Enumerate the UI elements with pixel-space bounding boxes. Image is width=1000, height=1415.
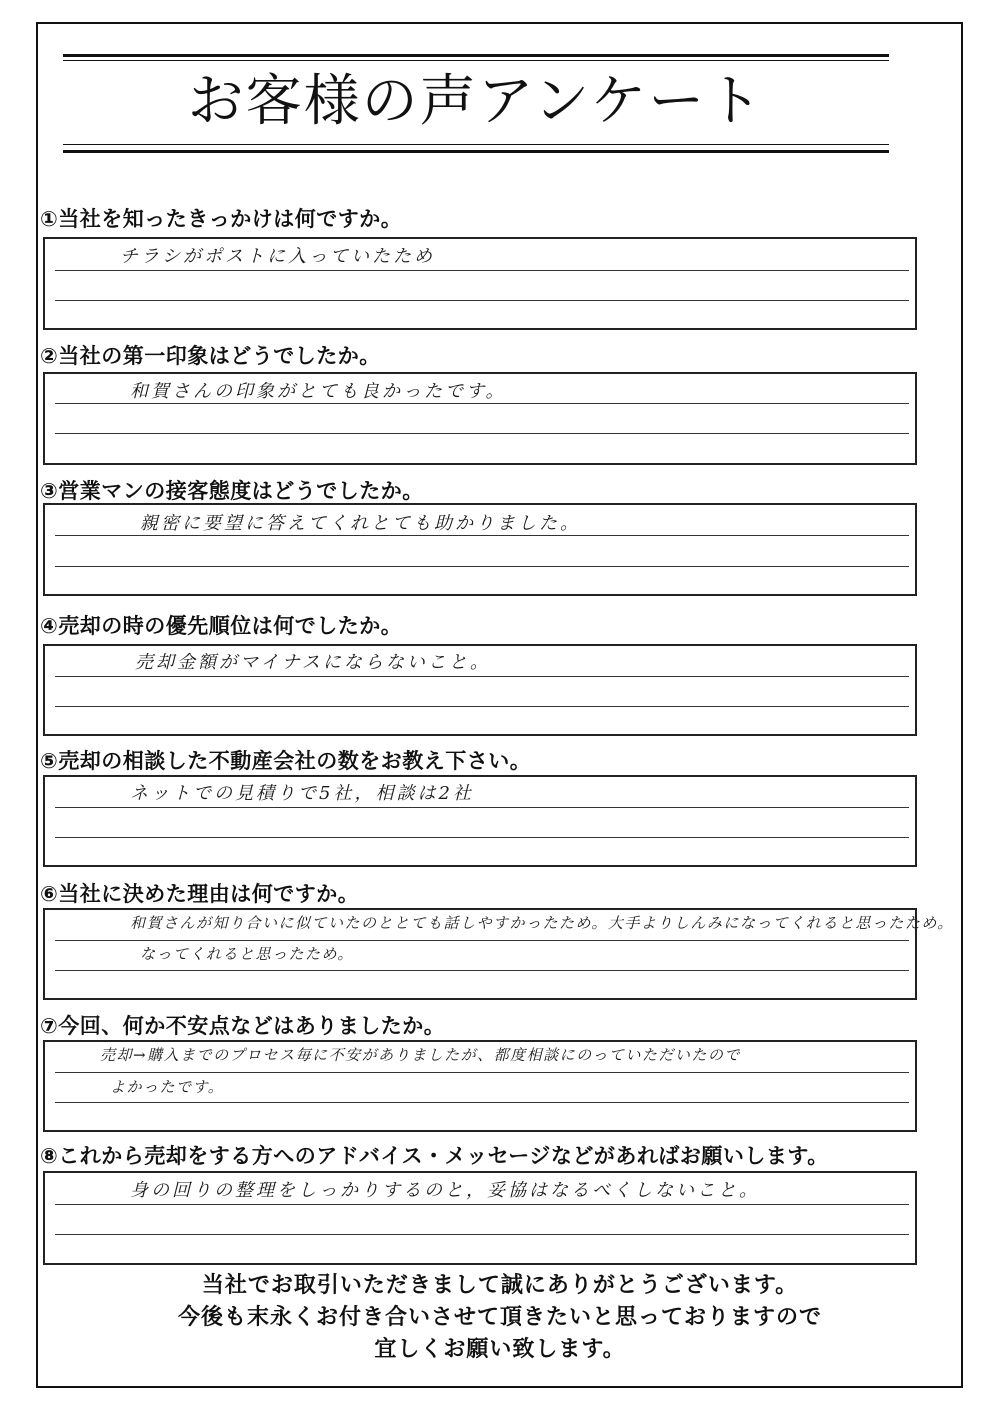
question-4-label: ④売却の時の優先順位は何でしたか。 — [40, 614, 403, 638]
title-rule-top — [63, 54, 889, 57]
answer-line — [55, 535, 909, 536]
closing-line-3: 宜しくお願い致します。 — [374, 1337, 626, 1362]
title-rule-bottom-thin — [63, 144, 889, 145]
question-8-label: ⑧これから売却をする方へのアドバイス・メッセージなどがあればお願いします。 — [40, 1144, 829, 1168]
question-6-answer-line-2: なってくれると思ったため。 — [140, 945, 354, 963]
answer-line — [55, 807, 909, 808]
question-6-answer-line-1: 和賀さんが知り合いに似ていたのととても話しやすかったため。大手よりしんみになってくれると思ったため。 — [130, 914, 954, 932]
answer-line — [55, 676, 909, 677]
question-2-label: ②当社の第一印象はどうでしたか。 — [40, 344, 381, 368]
question-5-label: ⑤売却の相談した不動産会社の数をお教え下さい。 — [40, 749, 532, 773]
question-1-answer-line-1: チラシがポストに入っていたため — [120, 246, 435, 267]
answer-line — [55, 1234, 909, 1235]
question-7-answer-line-2: よかったです。 — [110, 1078, 225, 1096]
question-8-answer-line-1: 身の回りの整理をしっかりするのと，妥協はなるべくしないこと。 — [130, 1180, 760, 1201]
answer-line — [55, 970, 909, 971]
question-3-label: ③営業マンの接客態度はどうでしたか。 — [40, 479, 424, 503]
answer-line — [55, 403, 909, 404]
question-3-answer-line-1: 親密に要望に答えてくれとても助かりました。 — [140, 513, 581, 534]
question-6-label: ⑥当社に決めた理由は何ですか。 — [40, 882, 360, 906]
answer-line — [55, 433, 909, 434]
answer-line — [55, 1102, 909, 1103]
title-rule-top-thin — [63, 60, 889, 61]
title-rule-bottom — [63, 150, 889, 153]
closing-line-1: 当社でお取引いただきまして誠にありがとうございます。 — [201, 1273, 799, 1298]
question-4-answer-line-1: 売却金額がマイナスにならないこと。 — [135, 652, 491, 673]
answer-line — [55, 1072, 909, 1073]
page-title: お客様の声アンケート — [187, 69, 765, 134]
answer-line — [55, 270, 909, 271]
answer-line — [55, 837, 909, 838]
answer-line — [55, 1204, 909, 1205]
question-7-answer-line-1: 売却→購入までのプロセス毎に不安がありましたが、都度相談にのっていただいたので — [100, 1046, 741, 1064]
question-1-label: ①当社を知ったきっかけは何ですか。 — [40, 207, 403, 231]
closing-line-2: 今後も末永くお付き合いさせて頂きたいと思っておりますので — [177, 1305, 822, 1330]
answer-line — [55, 940, 909, 941]
question-7-label: ⑦今回、何か不安点などはありましたか。 — [40, 1014, 446, 1038]
question-2-answer-line-1: 和賀さんの印象がとても良かったです。 — [130, 381, 507, 402]
answer-line — [55, 300, 909, 301]
answer-line — [55, 706, 909, 707]
question-5-answer-line-1: ネットでの見積りで5社，相談は2社 — [130, 783, 474, 804]
answer-line — [55, 566, 909, 567]
